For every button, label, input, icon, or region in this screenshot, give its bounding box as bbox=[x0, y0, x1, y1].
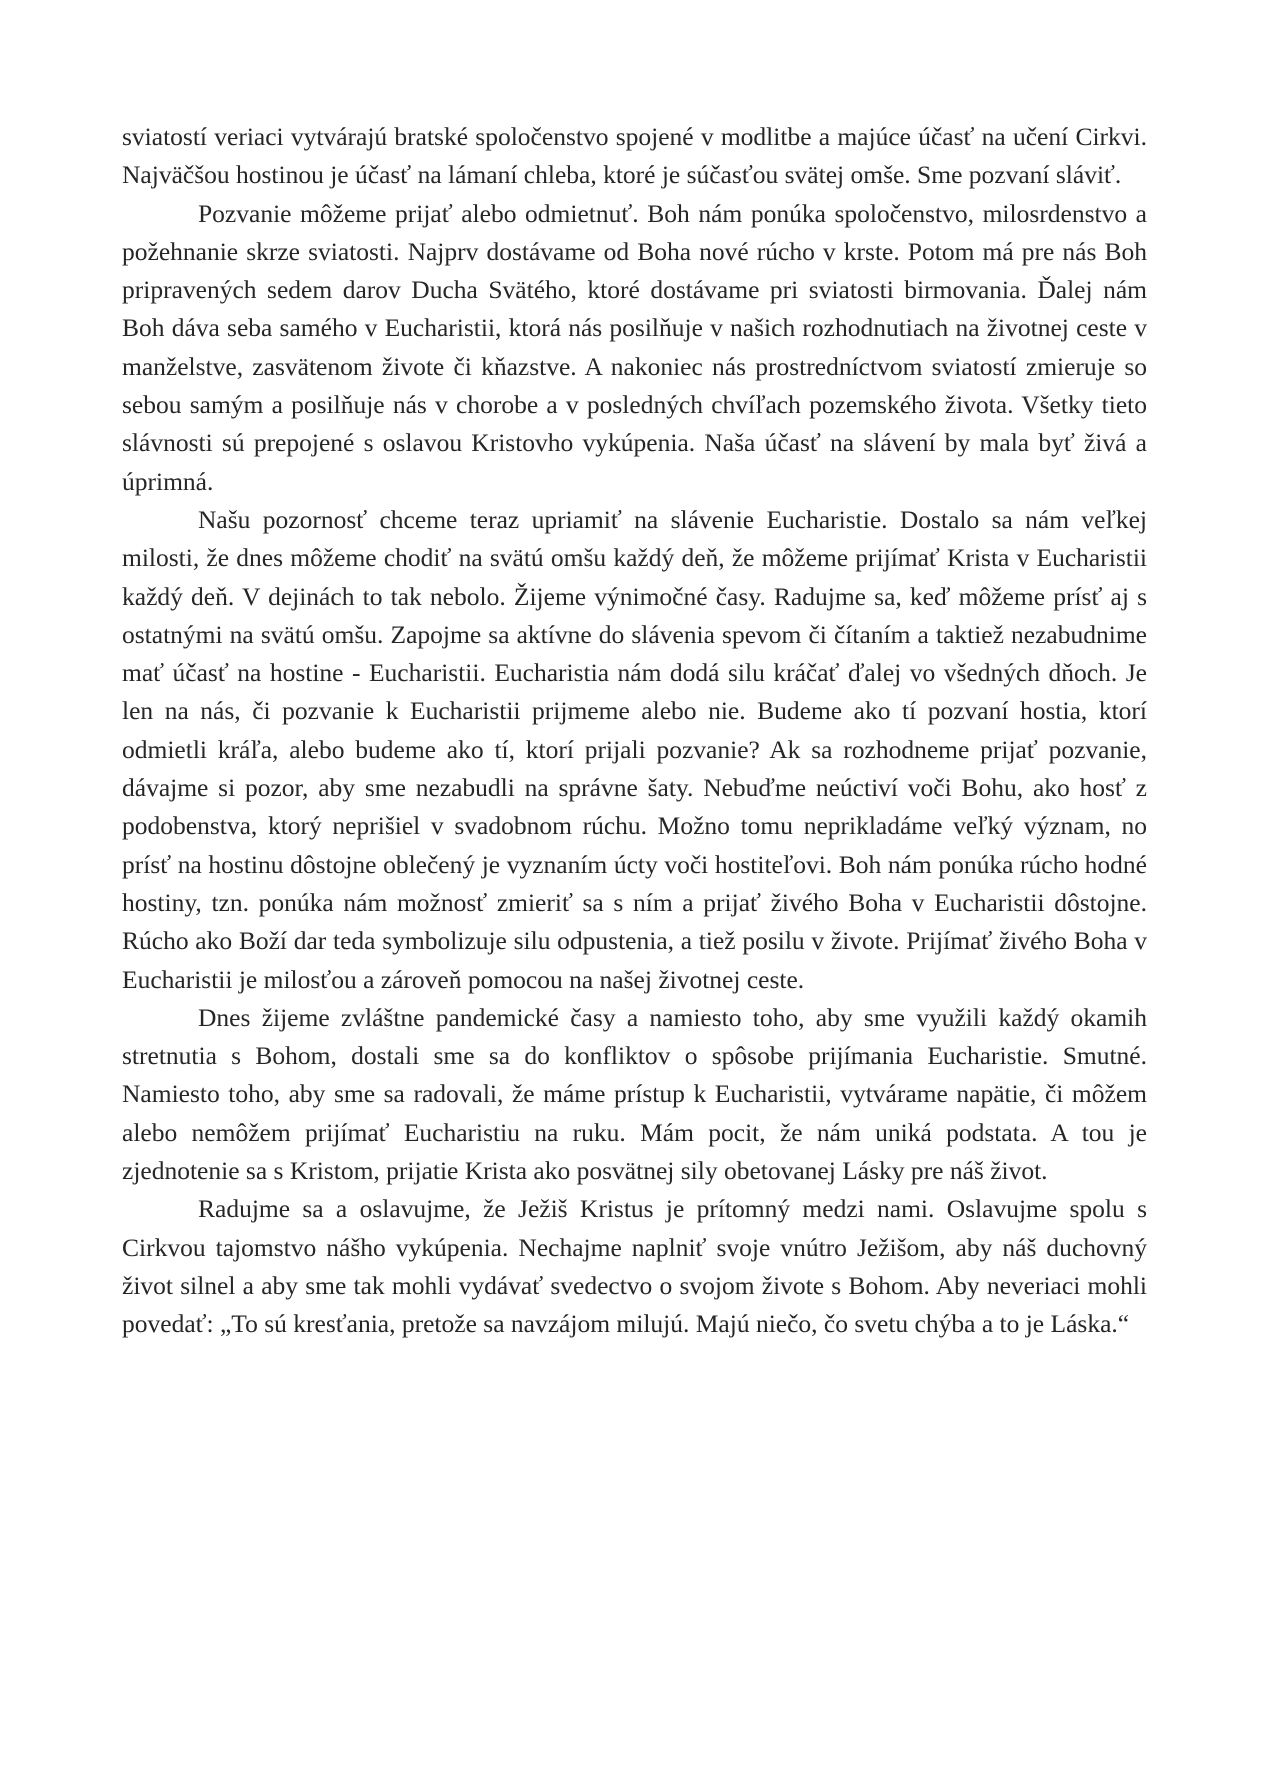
document-page bbox=[122, 118, 1147, 1344]
paragraph-pandemic: Dnes žijeme zvláštne pandemické časy a namiesto toho, aby sme využili každý okamih stretnutia s Bohom, dostali sme sa do konfliktov o spôsobe prijímania Eucharistie. Smutné. Namiesto toho, aby sme sa radovali, že máme prístup k Eucharistii, vytvárame napätie, či môžem alebo nemôžem prijímať Eucharistiu na ruku. Mám pocit, že nám uniká podstata. A tou je zjednotenie sa s Kristom, prijatie Krista ako posvätnej sily obetovanej Lásky pre náš život. bbox=[122, 1002, 1147, 1186]
paragraph-continuation: sviatostí veriaci vytvárajú bratské spoločenstvo spojené v modlitbe a majúce účasť na učení Cirkvi. Najväčšou hostinou je účasť na lámaní chleba, ktoré je súčasťou svätej omše. Sme pozvaní sláviť. bbox=[122, 122, 1147, 190]
paragraph-rejoice: Radujme sa a oslavujme, že Ježiš Kristus je prítomný medzi nami. Oslavujme spolu s Cirkvou tajomstvo nášho vykúpenia. Nechajme naplniť svoje vnútro Ježišom, aby náš duchovný život silnel a aby sme tak mohli vydávať svedectvo o svojom živote s Bohom. Aby neveriaci mohli povedať: „To sú kresťania, pretože sa navzájom milujú. Majú niečo, čo svetu chýba a to je Láska.“ bbox=[122, 1194, 1147, 1339]
paragraph-eucharist: Našu pozornosť chceme teraz upriamiť na slávenie Eucharistie. Dostalo sa nám veľkej milosti, že dnes môžeme chodiť na svätú omšu každý deň, že môžeme prijímať Krista v Eucharistii každý deň. V dejinách to tak nebolo. Žijeme výnimočné časy. Radujme sa, keď môžeme prísť aj s ostatnými na svätú omšu. Zapojme sa aktívne do slávenia spevom či čítaním a taktiež nezabudnime mať účasť na hostine - Eucharistii. Eucharistia nám dodá silu kráčať ďalej vo všedných dňoch. Je len na nás, či pozvanie k Eucharistii prijmeme alebo nie. Budeme ako tí pozvaní hostia, ktorí odmietli kráľa, alebo budeme ako tí, ktorí prijali pozvanie? Ak sa rozhodneme prijať pozvanie, dávajme si pozor, aby sme nezabudli na správne šaty. Nebuďme neúctiví voči Bohu, ako hosť z podobenstva, ktorý neprišiel v svadobnom rúchu. Možno tomu neprikladáme veľký význam, no prísť na hostinu dôstojne oblečený je vyznaním úcty voči hostiteľovi. Boh nám ponúka rúcho hodné hostiny, tzn. ponúka nám možnosť zmieriť sa s ním a prijať živého Boha v Eucharistii dôstojne. Rúcho ako Boží dar teda symbolizuje silu odpustenia, a tiež posilu v živote. Prijímať živého Boha v Eucharistii je milosťou a zároveň pomocou na našej životnej ceste. bbox=[122, 504, 1147, 994]
paragraph-invitation: Pozvanie môžeme prijať alebo odmietnuť. Boh nám ponúka spoločenstvo, milosrdenstvo a požehnanie skrze sviatosti. Najprv dostávame od Boha nové rúcho v krste. Potom má pre nás Boh pripravených sedem darov Ducha Svätého, ktoré dostávame pri sviatosti birmovania. Ďalej nám Boh dáva seba samého v Eucharistii, ktorá nás posilňuje v našich rozhodnutiach na životnej ceste v manželstve, zasvätenom živote či kňazstve. A nakoniec nás prostredníctvom sviatostí zmieruje so sebou samým a posilňuje nás v chorobe a v posledných chvíľach pozemského života. Všetky tieto slávnosti sú prepojené s oslavou Kristovho vykúpenia. Naša účasť na slávení by mala byť živá a úprimná. bbox=[122, 198, 1147, 496]
